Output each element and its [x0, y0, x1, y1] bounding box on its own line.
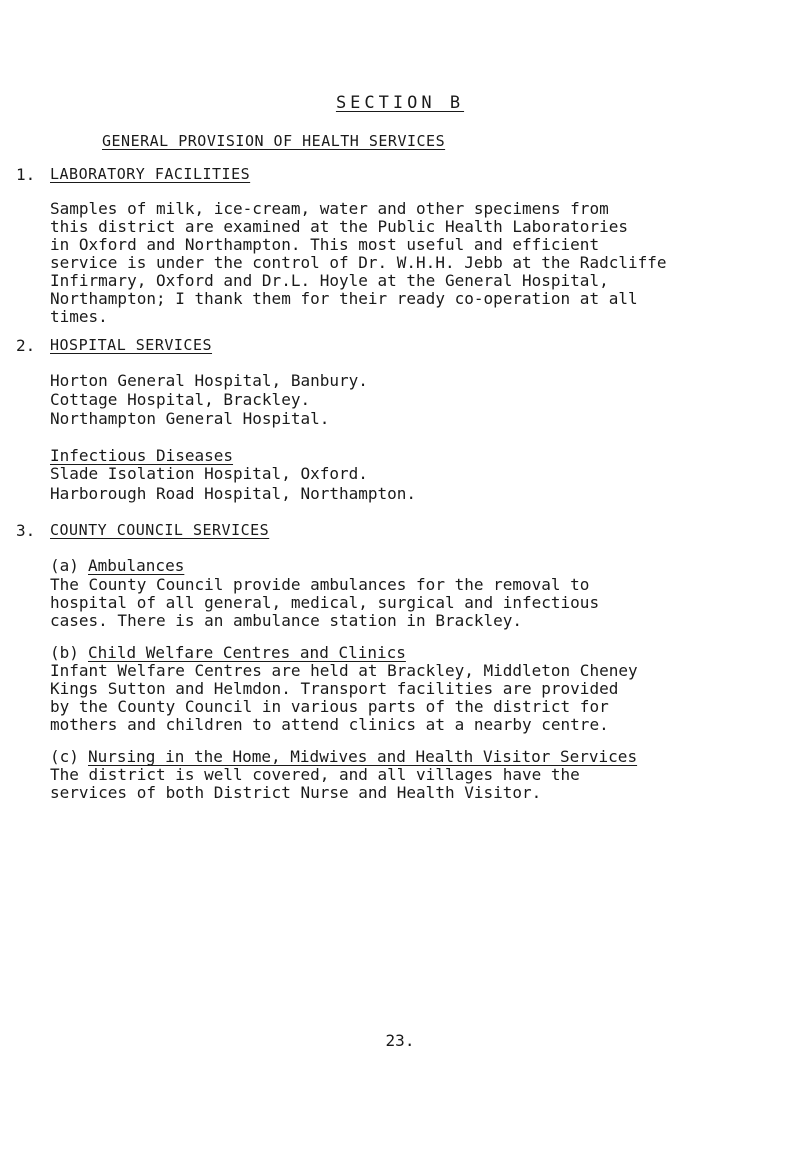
ambulances-paragraph: The County Council provide ambulances for the removal to hospital of all general, medical, surgical and infectious cases. There is an ambulance station in Brackley. — [50, 575, 600, 630]
child-welfare-paragraph: Infant Welfare Centres are held at Brackley, Middleton Cheney Kings Sutton and Helmdon. Transport facilities are provided by the County Council in various parts of the district for mothers and children to attend clinics at a nearby centre. — [50, 661, 638, 734]
subsection-c-label: (c) — [50, 747, 79, 766]
section-3-number: 3. — [16, 521, 36, 540]
nursing-heading: Nursing in the Home, Midwives and Health Visitor Services — [88, 747, 638, 766]
section-2-number: 2. — [16, 336, 36, 355]
hospital-item: Horton General Hospital, Banbury. — [50, 371, 368, 390]
infectious-diseases-heading: Infectious Diseases — [50, 446, 234, 465]
ambulances-heading: Ambulances — [88, 556, 185, 575]
laboratory-paragraph: Samples of milk, ice-cream, water and other specimens from this district are examined at the Public Health Laboratories in Oxford and Northampton. This most useful and efficient service is under the control of Dr. W.H.H. Jebb at the Radcliffe Infirmary, Oxford and Dr.L. Hoyle at the General Hospital, Northampton; I thank them for their ready co-operation at all times. — [50, 199, 667, 326]
subsection-a-label: (a) — [50, 556, 79, 575]
hospital-item: Northampton General Hospital. — [50, 409, 330, 428]
infectious-hospital-item: Slade Isolation Hospital, Oxford. — [50, 464, 368, 483]
laboratory-heading: LABORATORY FACILITIES — [50, 165, 251, 183]
infectious-hospital-item: Harborough Road Hospital, Northampton. — [50, 484, 417, 503]
section-1-number: 1. — [16, 165, 36, 184]
hospital-item: Cottage Hospital, Brackley. — [50, 390, 311, 409]
hospital-services-heading: HOSPITAL SERVICES — [50, 336, 213, 354]
subsection-b-label: (b) — [50, 643, 79, 662]
county-council-heading: COUNTY COUNCIL SERVICES — [50, 521, 270, 539]
section-heading: SECTION B — [335, 93, 465, 113]
child-welfare-heading: Child Welfare Centres and Clinics — [88, 643, 406, 662]
nursing-paragraph: The district is well covered, and all villages have the services of both District Nurse and Health Visitor. — [50, 765, 580, 802]
page-number: 23. — [385, 1031, 415, 1050]
main-heading: GENERAL PROVISION OF HEALTH SERVICES — [102, 132, 446, 150]
